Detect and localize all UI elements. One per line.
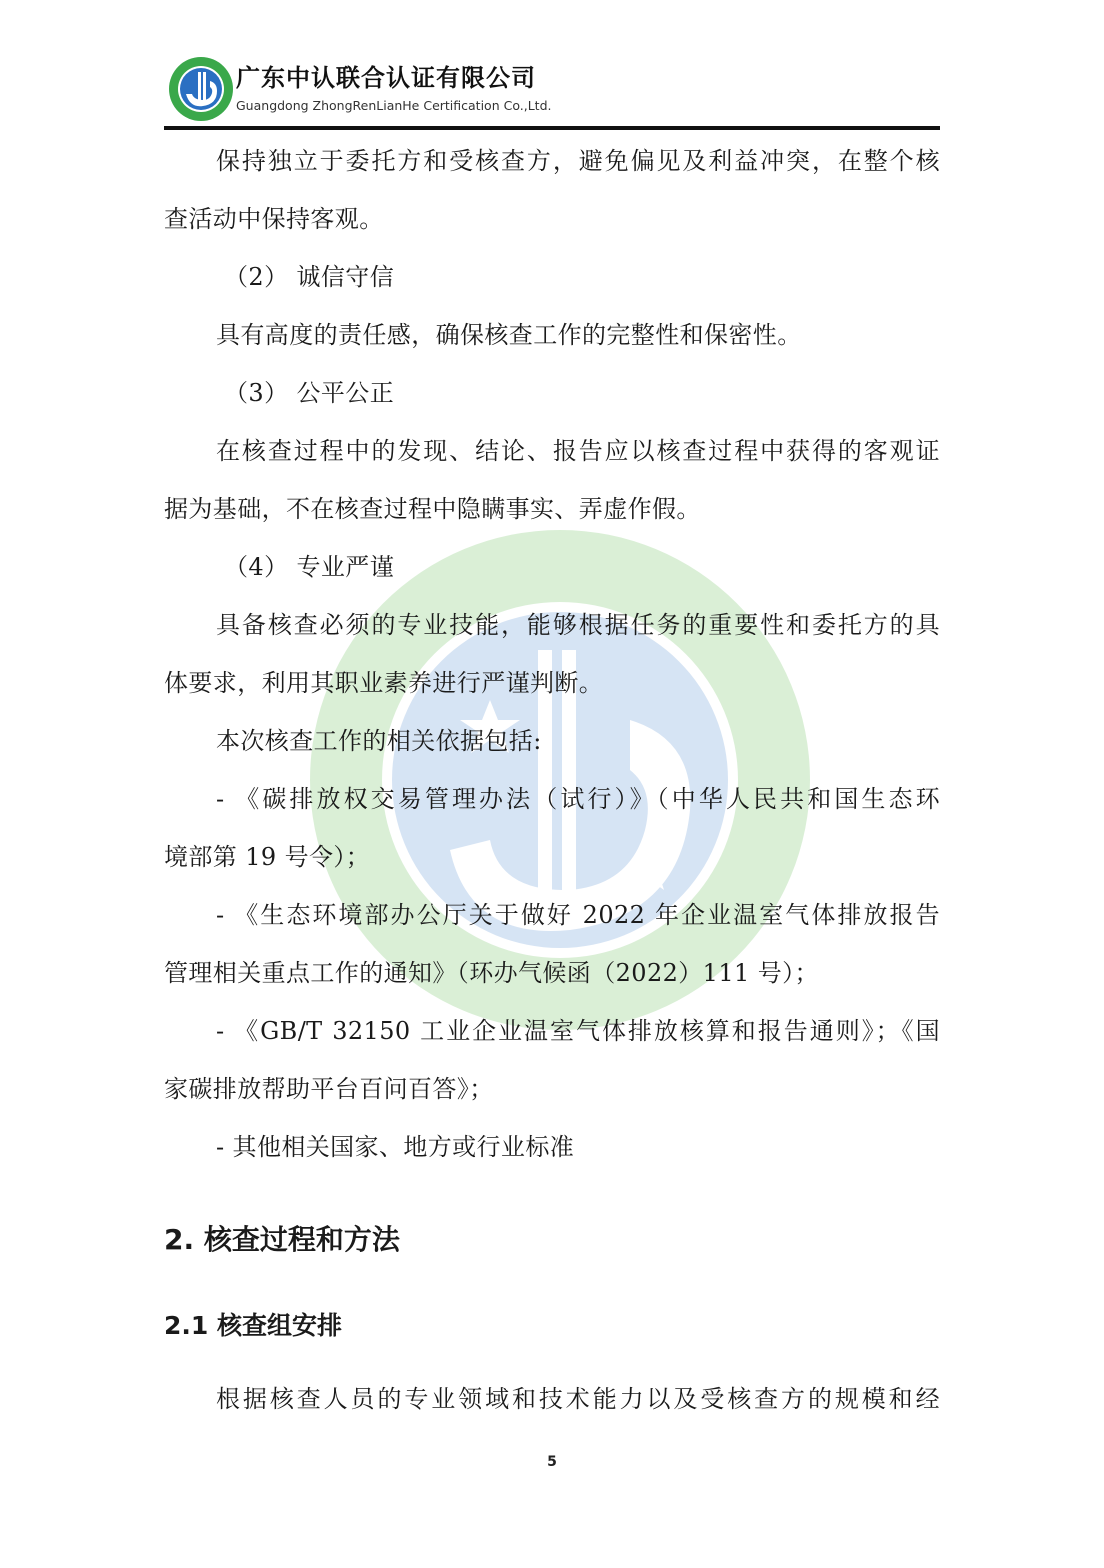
item-heading: （2） 诚信守信 — [224, 263, 395, 291]
subsection-heading: 2.1 核查组安排 — [164, 1311, 342, 1340]
paragraph-line: 具有高度的责任感，确保核查工作的完整性和保密性。 — [216, 321, 802, 349]
list-item: - 其他相关国家、地方或行业标准 — [216, 1133, 575, 1161]
list-item: - 《生态环境部办公厅关于做好 2022 年企业温室气体排放报告 — [216, 901, 940, 929]
basis-intro: 本次核查工作的相关依据包括: — [216, 727, 542, 755]
paragraph-line: 体要求，利用其职业素养进行严谨判断。 — [164, 669, 604, 697]
list-item-continuation: 家碳排放帮助平台百问百答》； — [164, 1075, 494, 1103]
list-item: - 《GB/T 32150 工业企业温室气体排放核算和报告通则》；《国 — [216, 1017, 940, 1045]
paragraph-line: 根据核查人员的专业领域和技术能力以及受核查方的规模和经 — [216, 1385, 940, 1413]
company-name: 广东中认联合认证有限公司 — [236, 64, 536, 92]
company-logo-icon — [168, 56, 234, 122]
paragraph-line: 在核查过程中的发现、结论、报告应以核查过程中获得的客观证 — [216, 437, 940, 465]
company-name-english: Guangdong ZhongRenLianHe Certification Co.,Ltd. — [236, 98, 552, 113]
paragraph-line: 保持独立于委托方和受核查方，避免偏见及利益冲突，在整个核 — [216, 147, 940, 175]
item-heading: （3） 公平公正 — [224, 379, 395, 407]
paragraph-line: 具备核查必须的专业技能，能够根据任务的重要性和委托方的具 — [216, 611, 940, 639]
header-divider — [164, 126, 940, 130]
item-heading: （4） 专业严谨 — [224, 553, 395, 581]
list-item-continuation: 境部第 19 号令）； — [164, 843, 371, 871]
paragraph-line: 据为基础，不在核查过程中隐瞒事实、弄虚作假。 — [164, 495, 701, 523]
list-item: - 《碳排放权交易管理办法（试行）》（中华人民共和国生态环 — [216, 785, 940, 813]
list-item-continuation: 管理相关重点工作的通知》（环办气候函（2022）111 号）； — [164, 959, 819, 987]
section-heading: 2. 核查过程和方法 — [164, 1223, 400, 1256]
page-number: 5 — [547, 1454, 557, 1470]
paragraph-line: 查活动中保持客观。 — [164, 205, 384, 233]
page-header — [164, 52, 940, 132]
